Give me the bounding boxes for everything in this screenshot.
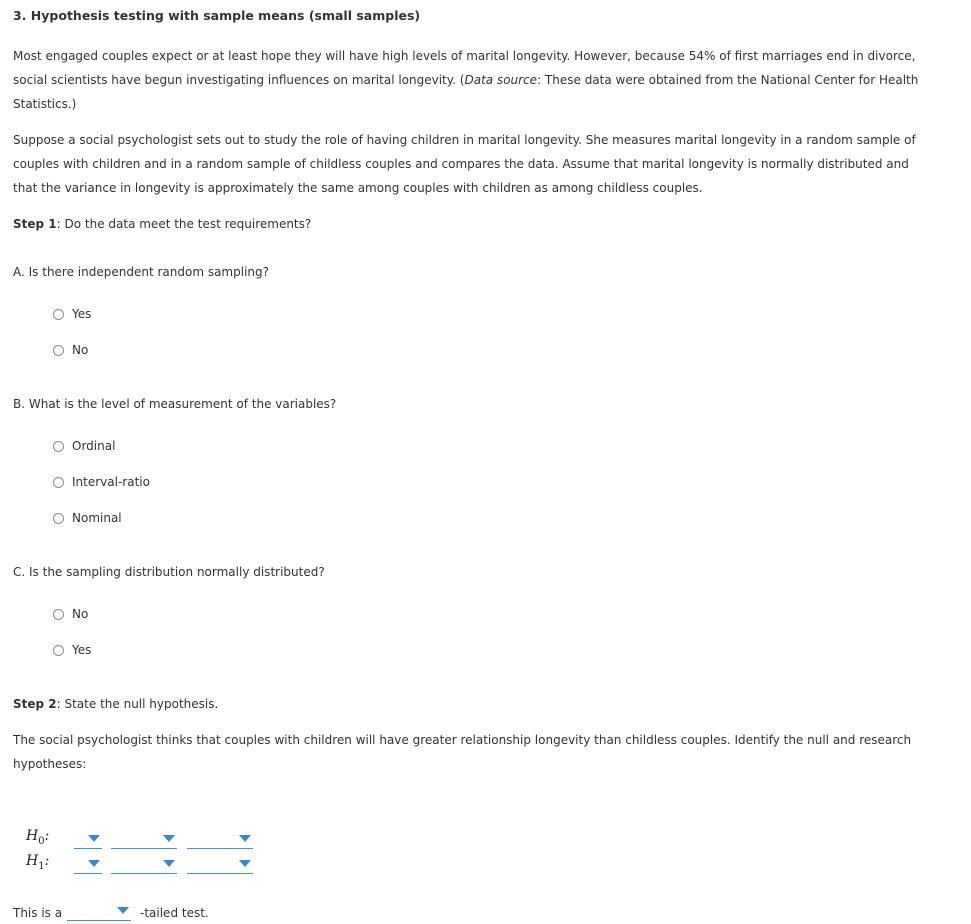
option-label: Ordinal (72, 439, 116, 453)
chevron-down-icon (163, 860, 175, 867)
h0-letter: H (26, 828, 39, 844)
h0-dropdown-2[interactable] (111, 834, 177, 849)
intro-text-2: : These data were obtained from the National Center for Health Statistics.) (13, 73, 919, 111)
intro-text-1: Most engaged couples expect or at least hope they will have high levels of marital longevity. However, because 54% of first marriages end in divorce, social scientists have begun investigating influences on marital longevity. ( (13, 49, 916, 87)
radio-button[interactable] (53, 609, 64, 620)
h1-label (26, 853, 49, 872)
step1-text: : Do the data meet the test requirements? (56, 217, 312, 231)
data-source-label: Data source (464, 73, 538, 87)
step1-label: Step 1 (13, 217, 57, 231)
tail-prefix: This is a (13, 906, 63, 920)
h1-dropdown-1[interactable] (74, 859, 102, 874)
step2-line (13, 692, 931, 716)
h0-label (26, 828, 49, 847)
qb-option-nominal[interactable] (53, 511, 122, 525)
question-b: B. What is the level of measurement of the variables? (13, 397, 337, 411)
section-title: 3. Hypothesis testing with sample means (small samples) (13, 8, 421, 23)
qa-option-yes[interactable] (53, 307, 91, 321)
chevron-down-icon (88, 835, 100, 842)
chevron-down-icon (88, 860, 100, 867)
qc-option-yes[interactable] (53, 643, 91, 657)
radio-button[interactable] (53, 513, 64, 524)
qb-option-interval-ratio[interactable] (53, 475, 150, 489)
h1-dropdown-3[interactable] (187, 859, 253, 874)
step2-label: Step 2 (13, 697, 57, 711)
tail-test-line (13, 906, 62, 920)
option-label: No (72, 607, 89, 621)
qc-option-no[interactable] (53, 607, 88, 621)
radio-button[interactable] (53, 309, 64, 320)
radio-button[interactable] (53, 345, 64, 356)
chevron-down-icon (239, 860, 251, 867)
intro-paragraph (13, 44, 931, 116)
h1-colon: : (44, 853, 50, 869)
question-a: A. Is there independent random sampling? (13, 265, 269, 279)
h0-subscript: 0 (38, 835, 45, 847)
h0-colon: : (44, 828, 50, 844)
h1-dropdown-2[interactable] (111, 859, 177, 874)
step2-text: : State the null hypothesis. (56, 697, 219, 711)
h0-dropdown-1[interactable] (74, 834, 102, 849)
chevron-down-icon (163, 835, 175, 842)
qa-option-no[interactable] (53, 343, 88, 357)
chevron-down-icon (239, 835, 251, 842)
qb-option-ordinal[interactable] (53, 439, 115, 453)
option-label: Yes (72, 307, 92, 321)
chevron-down-icon (117, 907, 129, 914)
h1-letter: H (26, 853, 39, 869)
tail-dropdown[interactable] (67, 906, 131, 921)
h0-dropdown-3[interactable] (187, 834, 253, 849)
radio-button[interactable] (53, 477, 64, 488)
option-label: Interval-ratio (72, 475, 150, 489)
option-label: No (72, 343, 89, 357)
question-c: C. Is the sampling distribution normally distributed? (13, 565, 325, 579)
radio-button[interactable] (53, 645, 64, 656)
step2-description: The social psychologist thinks that couples with children will have greater relationship longevity than childless couples. Identify the null and research hypotheses: (13, 733, 912, 771)
step1-line (13, 212, 931, 236)
scenario-paragraph: Suppose a social psychologist sets out to study the role of having children in marital longevity. She measures marital longevity in a random sample of couples with children and in a random sample of childless couples and compares the data. Assume that marital longevity is normally distributed and that the variance in longevity is approximately the same among couples with children as among childless couples. (13, 133, 916, 195)
option-label: Nominal (72, 511, 122, 525)
option-label: Yes (72, 643, 92, 657)
h1-subscript: 1 (38, 860, 45, 872)
tail-suffix: -tailed test. (140, 906, 209, 920)
radio-button[interactable] (53, 441, 64, 452)
